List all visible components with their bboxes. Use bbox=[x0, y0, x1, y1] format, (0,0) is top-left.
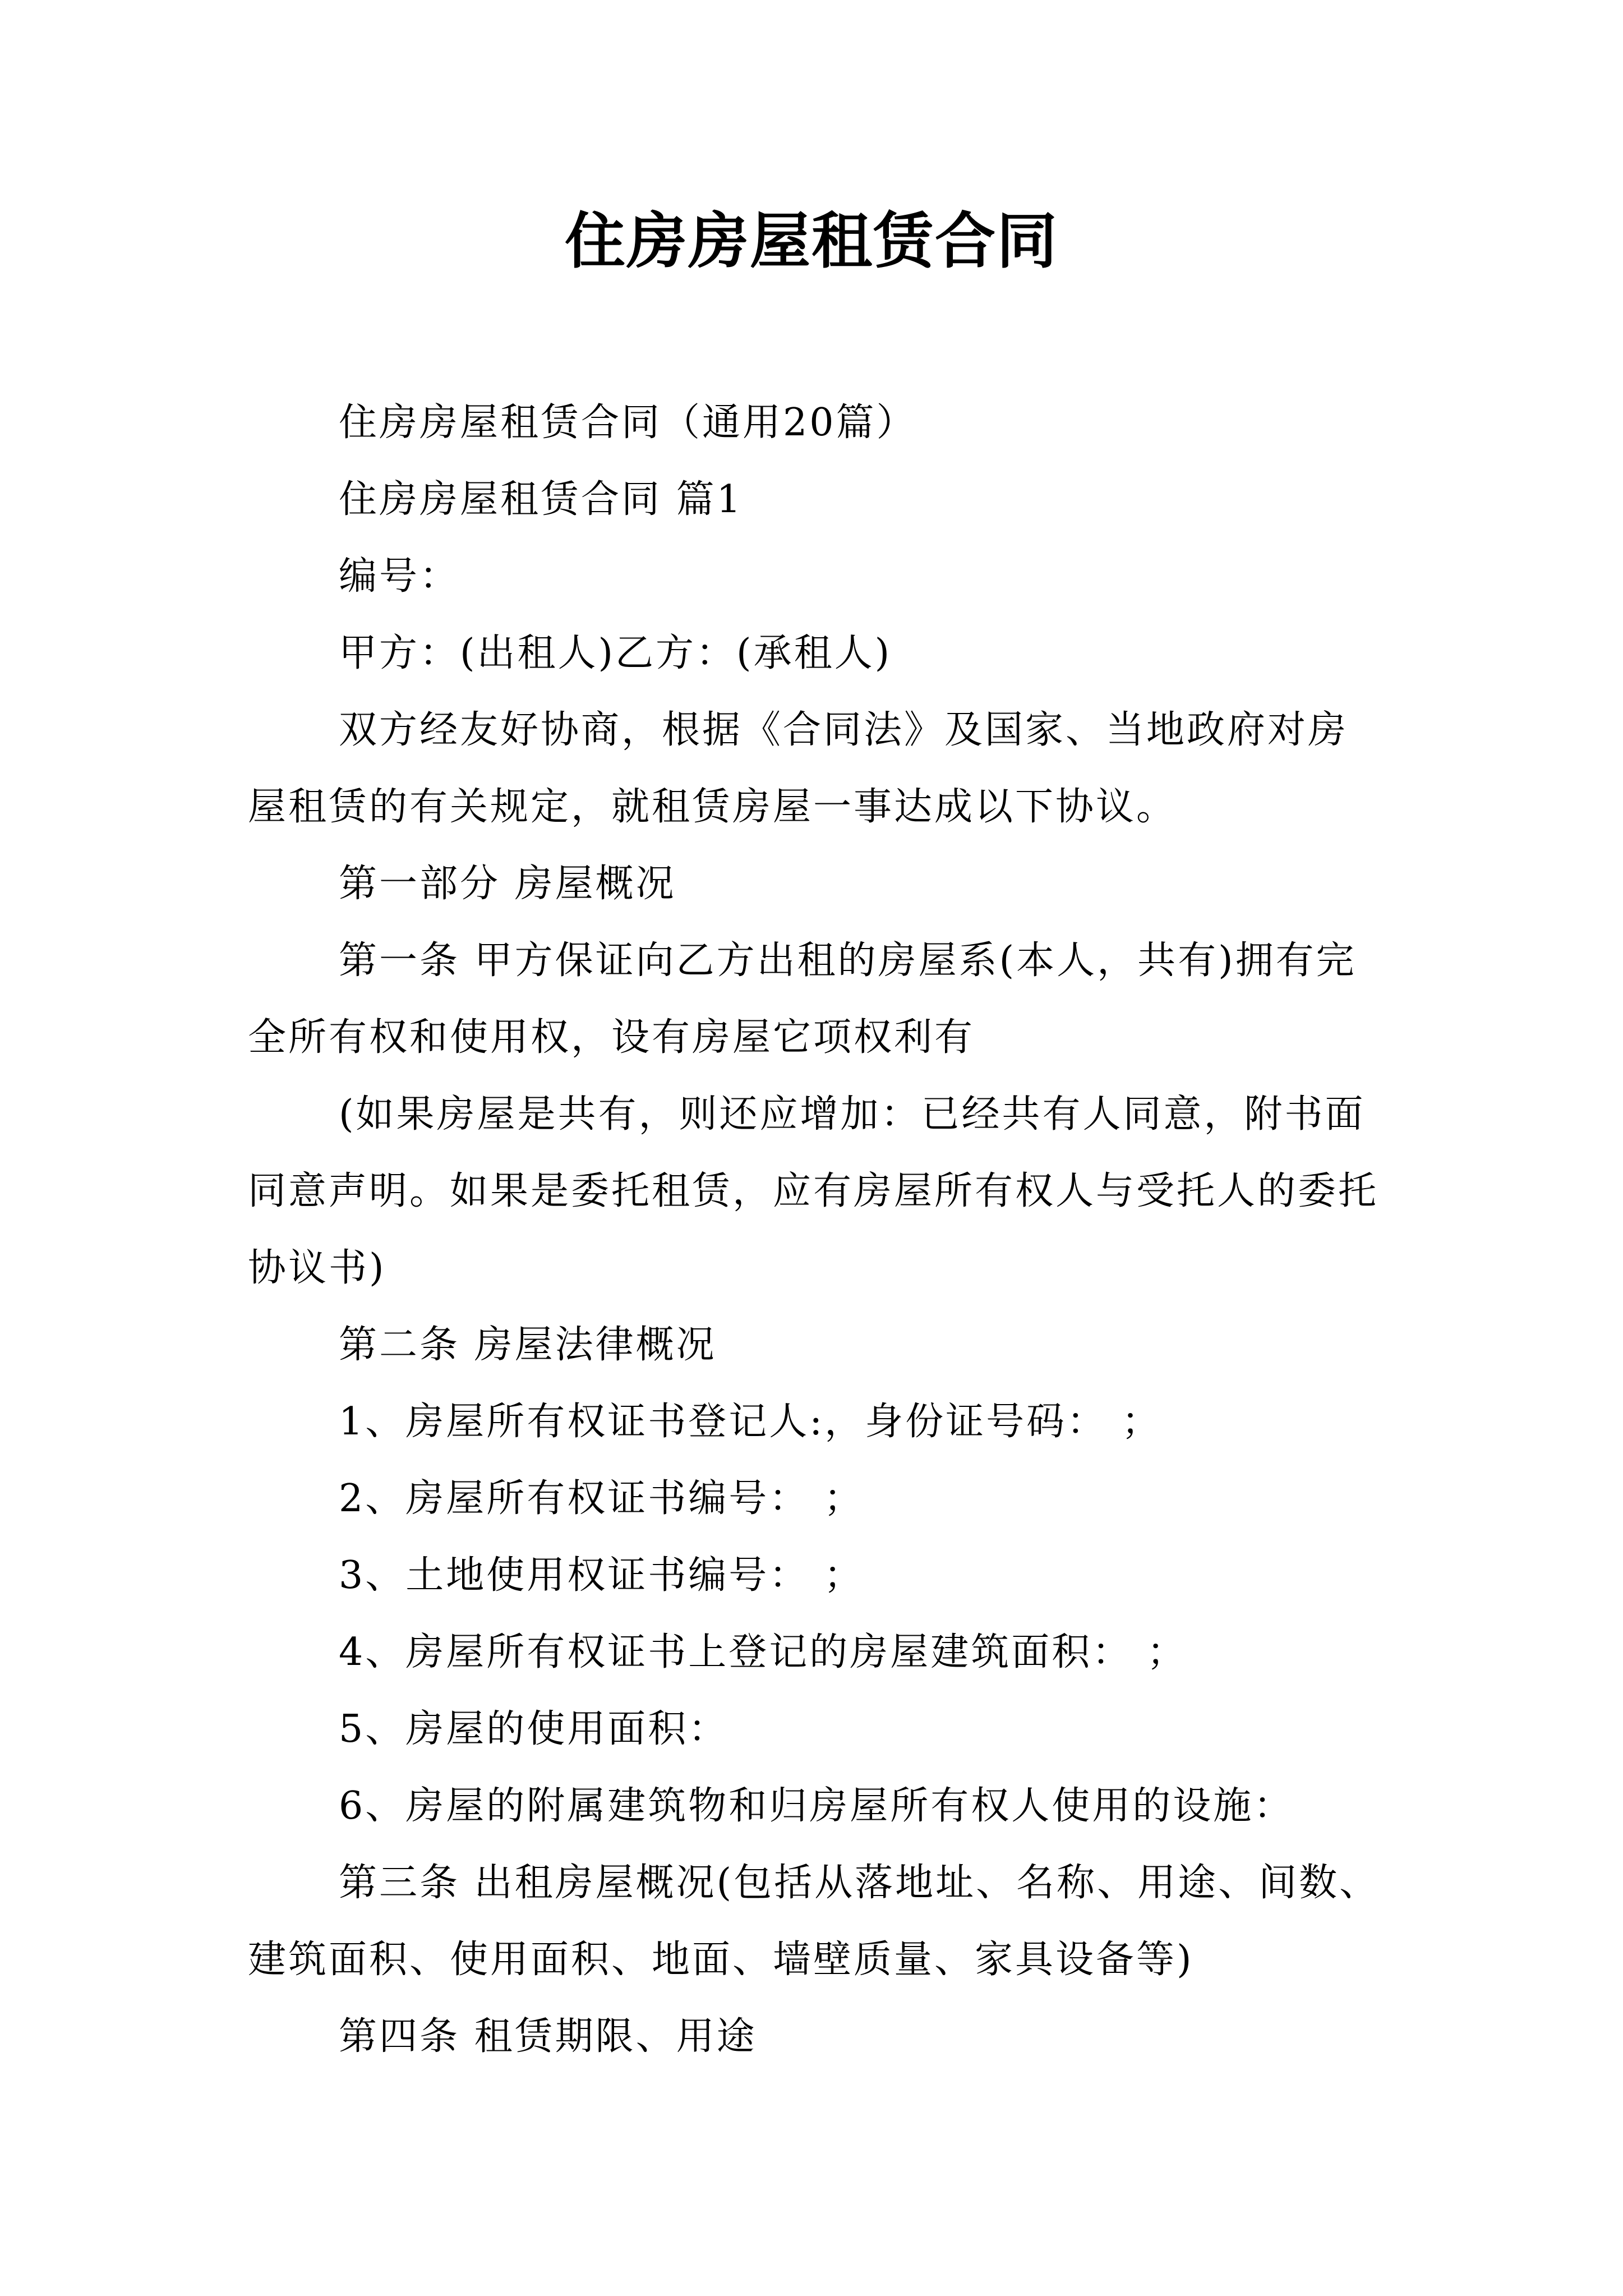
paragraph-section-heading: 住房房屋租赁合同 篇1 bbox=[339, 477, 743, 522]
document-title: 住房房屋租赁合同 bbox=[564, 206, 1058, 277]
paragraph-article-1: 第一条 甲方保证向乙方出租的房屋系(本人，共有)拥有完全所有权和使用权，设有房屋它项权利有 bbox=[248, 938, 1357, 1060]
list-item: 1、房屋所有权证书登记人:，身份证号码： ； bbox=[339, 1400, 1162, 1444]
paragraph-part-heading: 第一部分 房屋概况 bbox=[339, 862, 676, 906]
list-item: 2、房屋所有权证书编号： ； bbox=[339, 1476, 864, 1521]
paragraph-article-3: 第三条 出租房屋概况(包括从落地址、名称、用途、间数、建筑面积、使用面积、地面、墙壁质量、家具设备等) bbox=[248, 1861, 1380, 1982]
paragraph-article-2: 第二条 房屋法律概况 bbox=[339, 1323, 717, 1367]
paragraph-number: 编号： bbox=[339, 554, 460, 599]
paragraph-subtitle: 住房房屋租赁合同（通用20篇） bbox=[339, 401, 917, 445]
list-item: 5、房屋的使用面积： bbox=[339, 1707, 729, 1751]
paragraph-article-4: 第四条 租赁期限、用途 bbox=[339, 2014, 757, 2059]
list-item: 4、房屋所有权证书上登记的房屋建筑面积： ； bbox=[339, 1630, 1187, 1674]
document-body bbox=[248, 384, 1387, 2075]
paragraph-preamble: 双方经友好协商，根据《合同法》及国家、当地政府对房屋租赁的有关规定，就租赁房屋一事达成以下协议。 bbox=[248, 708, 1349, 829]
paragraph-parties: 甲方：(出租人)乙方：(承租人) bbox=[339, 631, 892, 675]
list-item: 3、土地使用权证书编号： ； bbox=[339, 1553, 864, 1598]
paragraph-article-1-note: (如果房屋是共有，则还应增加：已经共有人同意，附书面同意声明。如果是委托租赁，应有房屋所有权人与受托人的委托协议书) bbox=[248, 1092, 1379, 1290]
list-item: 6、房屋的附属建筑物和归房屋所有权人使用的设施： bbox=[339, 1784, 1294, 1828]
